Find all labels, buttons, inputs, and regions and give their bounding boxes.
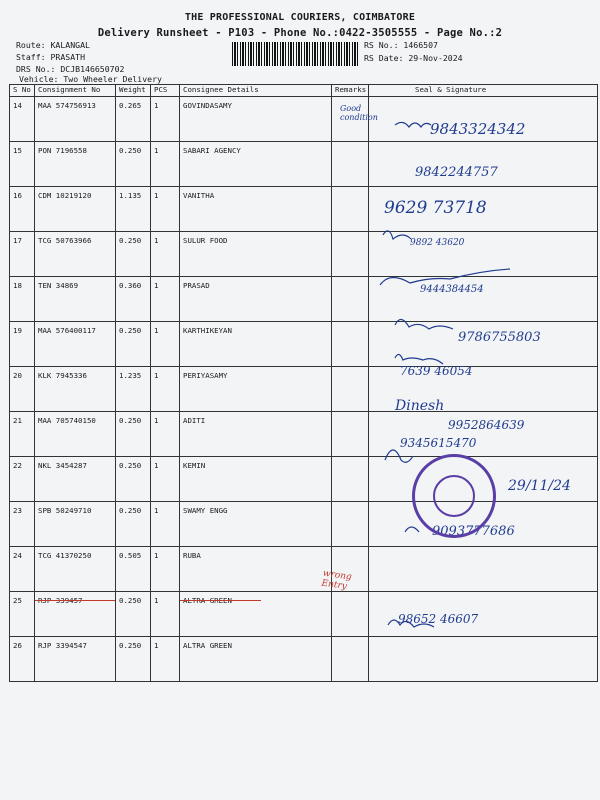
cell-weight: 1.135 <box>116 187 151 232</box>
cell-weight: 0.505 <box>116 547 151 592</box>
cell-pcs: 1 <box>151 592 180 637</box>
cell-weight: 0.250 <box>116 457 151 502</box>
cell-consignee: KEMIN <box>180 457 332 502</box>
cell-pcs: 1 <box>151 187 180 232</box>
cell-weight: 0.250 <box>116 592 151 637</box>
col-signature: Seal & Signature <box>369 85 598 97</box>
cell-pcs: 1 <box>151 232 180 277</box>
cell-pcs: 1 <box>151 637 180 682</box>
vehicle-label: Vehicle: Two Wheeler Delivery <box>19 74 162 84</box>
cell-pcs: 1 <box>151 277 180 322</box>
handwritten-phone: 7639 46054 <box>400 364 473 378</box>
cell-pcs: 1 <box>151 322 180 367</box>
signature-stroke <box>380 269 510 285</box>
handwritten-phone: 9345615470 <box>400 436 477 450</box>
cell-sno: 24 <box>10 547 35 592</box>
cell-consignment: MAA 576400117 <box>35 322 116 367</box>
handwritten-phone: 9892 43620 <box>410 238 465 248</box>
handwritten-phone: 9842244757 <box>415 165 498 180</box>
rs-number: RS No.: 1466507 <box>364 40 438 50</box>
handwritten-remark: Good condition <box>340 104 378 122</box>
cell-weight: 0.250 <box>116 232 151 277</box>
cell-sno: 14 <box>10 97 35 142</box>
cell-weight: 0.250 <box>116 142 151 187</box>
drs-number: DRS No.: DCJB146650702 <box>16 64 125 74</box>
cell-consignment: MAA 574756913 <box>35 97 116 142</box>
handwritten-phone: 9444384454 <box>420 284 484 295</box>
cell-sno: 25 <box>10 592 35 637</box>
signature-stroke <box>385 450 413 462</box>
cell-pcs: 1 <box>151 412 180 457</box>
cell-weight: 0.250 <box>116 412 151 457</box>
handwritten-phone: 9093777686 <box>432 524 515 539</box>
handwritten-phone: 9629 73718 <box>384 198 487 218</box>
handwritten-phone: 98652 46607 <box>398 612 479 626</box>
cell-consignment: TCG 50763966 <box>35 232 116 277</box>
cell-weight: 0.360 <box>116 277 151 322</box>
cell-consignment: NKL 3454287 <box>35 457 116 502</box>
col-consignment: Consignment No <box>35 85 116 97</box>
cell-consignment: RJP 3394547 <box>35 637 116 682</box>
signature-stroke <box>395 122 431 127</box>
cell-pcs: 1 <box>151 142 180 187</box>
cell-consignee: SABARI AGENCY <box>180 142 332 187</box>
signature-stroke <box>395 354 443 364</box>
cell-consignee: KARTHIKEYAN <box>180 322 332 367</box>
cell-sno: 23 <box>10 502 35 547</box>
seal-inner-ring <box>433 475 475 517</box>
cell-consignee: RUBA <box>180 547 332 592</box>
handwritten-name: Dinesh <box>395 398 445 414</box>
cell-weight: 1.235 <box>116 367 151 412</box>
runsheet-subtitle: Delivery Runsheet - P103 - Phone No.:0422-3505555 - Page No.:2 <box>97 27 503 39</box>
cell-consignment: SPB 50249710 <box>35 502 116 547</box>
cell-sno: 21 <box>10 412 35 457</box>
cell-sno: 16 <box>10 187 35 232</box>
handwritten-phone: 9786755803 <box>458 330 541 345</box>
signature-stroke <box>405 527 419 532</box>
cell-consignee: PERIYASAMY <box>180 367 332 412</box>
handwritten-phone: 9843324342 <box>430 120 526 138</box>
signature-stroke <box>388 620 434 627</box>
cell-sno: 19 <box>10 322 35 367</box>
cell-pcs: 1 <box>151 547 180 592</box>
col-consignee: Consignee Details <box>180 85 332 97</box>
cell-consignment: TCG 41370250 <box>35 547 116 592</box>
cell-consignment: CDM 10219120 <box>35 187 116 232</box>
cell-consignee: PRASAD <box>180 277 332 322</box>
cell-sno: 18 <box>10 277 35 322</box>
cell-sno: 22 <box>10 457 35 502</box>
cell-consignee: ALTRA GREEN <box>180 637 332 682</box>
cell-pcs: 1 <box>151 502 180 547</box>
cell-pcs: 1 <box>151 457 180 502</box>
col-pcs: PCS <box>151 85 180 97</box>
cell-pcs: 1 <box>151 97 180 142</box>
cell-consignment: MAA 705740150 <box>35 412 116 457</box>
cell-weight: 0.250 <box>116 637 151 682</box>
staff-label: Staff: PRASATH <box>16 52 86 62</box>
cell-sno: 26 <box>10 637 35 682</box>
col-remarks: Remarks <box>332 85 369 97</box>
cell-sno: 20 <box>10 367 35 412</box>
signature-stroke <box>395 319 453 329</box>
cell-weight: 0.250 <box>116 322 151 367</box>
cell-sno: 15 <box>10 142 35 187</box>
cell-sno: 17 <box>10 232 35 277</box>
company-title: THE PROFESSIONAL COURIERS, COIMBATORE <box>184 12 416 23</box>
col-sno: S No <box>10 85 35 97</box>
col-weight: Weight <box>116 85 151 97</box>
company-seal-stamp <box>412 454 496 538</box>
signature-stroke <box>383 231 411 239</box>
cell-consignment: TEN 34869 <box>35 277 116 322</box>
handwritten-note: wrong Entry <box>320 568 353 592</box>
cell-consignee: GOVINDASAMY <box>180 97 332 142</box>
cell-consignee: ADITI <box>180 412 332 457</box>
cell-weight: 0.265 <box>116 97 151 142</box>
cell-weight: 0.250 <box>116 502 151 547</box>
cell-consignee: SWAMY ENGG <box>180 502 332 547</box>
cell-pcs: 1 <box>151 367 180 412</box>
rs-date: RS Date: 29-Nov-2024 <box>364 53 463 63</box>
cell-consignment: KLK 7945336 <box>35 367 116 412</box>
handwritten-date: 29/11/24 <box>508 478 571 494</box>
cell-consignee: VANITHA <box>180 187 332 232</box>
handwritten-phone: 9952864639 <box>448 418 525 432</box>
route-label: Route: KALANGAL <box>16 40 90 50</box>
cell-consignment: PON 7196558 <box>35 142 116 187</box>
cell-consignee: SULUR FOOD <box>180 232 332 277</box>
